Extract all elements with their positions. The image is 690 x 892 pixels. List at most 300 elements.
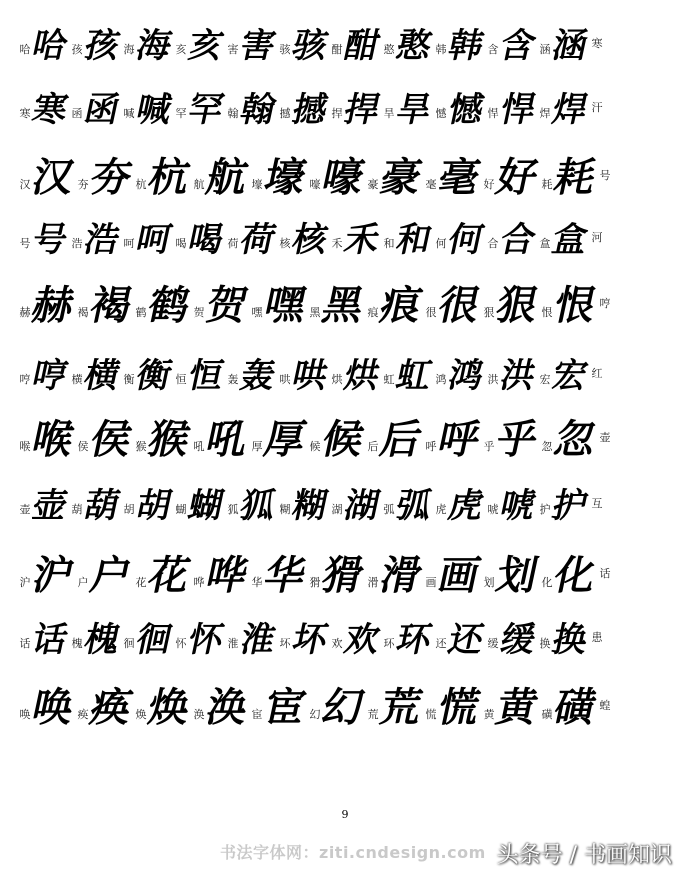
cursive-character: 禾 [340, 220, 384, 260]
cursive-character: 合 [496, 220, 540, 260]
standard-character: 环 [383, 637, 395, 650]
standard-character: 湖 [331, 503, 343, 516]
character-row [18, 680, 678, 736]
standard-character: 喉 [19, 440, 31, 453]
standard-character: 话 [19, 637, 31, 650]
character-pair [382, 220, 436, 260]
cursive-character: 翰 [236, 90, 280, 130]
character-pair [278, 620, 332, 660]
character-pair [434, 486, 488, 526]
cursive-character: 蝴 [184, 486, 228, 526]
character-row [18, 412, 678, 468]
cursive-character: 葫 [80, 486, 124, 526]
standard-character: 磺 [541, 708, 553, 721]
character-row [18, 82, 678, 138]
standard-character: 号 [599, 169, 611, 182]
cursive-character: 嘿 [260, 282, 311, 329]
standard-character: 后 [367, 440, 379, 453]
character-pair [122, 26, 176, 66]
character-pair [192, 282, 253, 329]
cursive-character: 画 [434, 552, 485, 599]
character-pair [486, 220, 540, 260]
standard-character: 沪 [19, 576, 31, 589]
character-pair [226, 220, 280, 260]
standard-character: 涣 [193, 708, 205, 721]
character-pair [18, 26, 72, 66]
standard-character: 唤 [19, 708, 31, 721]
cursive-character: 豪 [376, 154, 427, 201]
character-pair [134, 552, 195, 599]
character-pair [424, 552, 485, 599]
character-pair [122, 90, 176, 130]
cursive-character: 盒 [548, 220, 592, 260]
cursive-character: 衡 [132, 356, 176, 396]
cursive-character: 害 [236, 26, 280, 66]
footer-watermarks [0, 838, 690, 868]
character-pair [192, 552, 253, 599]
character-pair [18, 552, 79, 599]
standard-character: 夯 [77, 178, 89, 191]
character-pair [434, 620, 488, 660]
standard-character: 孩 [71, 43, 83, 56]
character-pair [70, 90, 124, 130]
character-pair [308, 684, 369, 731]
cursive-character: 沪 [28, 552, 79, 599]
character-pair [174, 220, 228, 260]
cursive-character: 横 [80, 356, 124, 396]
character-pair [482, 416, 543, 463]
standard-character: 撼 [279, 107, 291, 120]
standard-character: 合 [487, 237, 499, 250]
cursive-character: 黑 [318, 282, 369, 329]
standard-character: 喝 [175, 237, 187, 250]
cursive-character: 汉 [28, 154, 79, 201]
cursive-character: 哗 [202, 552, 253, 599]
character-pair [382, 356, 436, 396]
cursive-character: 韩 [444, 26, 488, 66]
cursive-character: 虎 [444, 486, 488, 526]
character-pair [538, 620, 592, 660]
standard-character: 候 [309, 440, 321, 453]
cursive-character: 狐 [236, 486, 280, 526]
character-pair [330, 90, 384, 130]
cursive-character: 换 [548, 620, 592, 660]
character-pair [538, 486, 592, 526]
cursive-character: 猾 [318, 552, 369, 599]
standard-character: 烘 [331, 373, 343, 386]
character-pair [122, 356, 176, 396]
character-pair [486, 620, 540, 660]
character-pair [76, 416, 137, 463]
standard-character: 护 [539, 503, 551, 516]
cursive-character: 夯 [86, 154, 137, 201]
standard-character: 喊 [123, 107, 135, 120]
standard-character: 韩 [435, 43, 447, 56]
standard-character: 哄 [279, 373, 291, 386]
standard-character: 幻 [309, 708, 321, 721]
character-pair [330, 26, 384, 66]
cursive-character: 骇 [288, 26, 332, 66]
cursive-character: 和 [392, 220, 436, 260]
standard-character: 酣 [331, 43, 343, 56]
cursive-character: 焕 [144, 684, 195, 731]
character-pair [540, 416, 601, 463]
character-pair [486, 486, 540, 526]
cursive-character: 弧 [392, 486, 436, 526]
standard-character: 哼 [599, 297, 611, 310]
standard-character: 恒 [175, 373, 187, 386]
cursive-character: 喉 [28, 416, 79, 463]
standard-character: 欢 [331, 637, 343, 650]
character-pair [18, 356, 72, 396]
standard-character: 横 [71, 373, 83, 386]
character-pair [192, 154, 253, 201]
standard-character: 河 [591, 231, 603, 244]
standard-character: 旱 [383, 107, 395, 120]
character-pair [70, 620, 124, 660]
character-pair [330, 620, 384, 660]
standard-character: 函 [71, 107, 83, 120]
cursive-character: 侯 [86, 416, 137, 463]
character-pair [134, 154, 195, 201]
character-row [18, 348, 678, 404]
cursive-character: 哄 [288, 356, 332, 396]
character-pair [18, 684, 79, 731]
standard-character: 憨 [383, 43, 395, 56]
character-pair [308, 552, 369, 599]
standard-character: 悍 [487, 107, 499, 120]
cursive-character: 乎 [492, 416, 543, 463]
standard-character: 患 [591, 631, 603, 644]
cursive-character: 徊 [132, 620, 176, 660]
standard-character: 缓 [487, 637, 499, 650]
character-pair [76, 282, 137, 329]
standard-character: 憾 [435, 107, 447, 120]
cursive-character: 哈 [28, 26, 72, 66]
cursive-character: 候 [318, 416, 369, 463]
standard-character: 嚎 [309, 178, 321, 191]
cursive-character: 荷 [236, 220, 280, 260]
cursive-character: 缓 [496, 620, 540, 660]
standard-character: 狠 [483, 306, 495, 319]
character-pair [192, 416, 253, 463]
character-pair [70, 26, 124, 66]
character-pair [226, 486, 280, 526]
character-pair [424, 684, 485, 731]
character-pair [382, 486, 436, 526]
standard-character: 坏 [279, 637, 291, 650]
standard-character: 汗 [591, 101, 603, 114]
standard-character: 呵 [123, 237, 135, 250]
standard-character: 汉 [19, 178, 31, 191]
cursive-character: 恨 [550, 282, 601, 329]
character-pair [70, 220, 124, 260]
standard-character: 哗 [193, 576, 205, 589]
cursive-character: 酣 [340, 26, 384, 66]
standard-character: 鸿 [435, 373, 447, 386]
character-pair [250, 282, 311, 329]
character-pair [18, 486, 72, 526]
character-pair [18, 90, 72, 130]
standard-character: 含 [487, 43, 499, 56]
character-pair [18, 220, 72, 260]
character-pair [226, 26, 280, 66]
character-pair [174, 486, 228, 526]
standard-character: 胡 [123, 503, 135, 516]
standard-character: 痕 [367, 306, 379, 319]
standard-character: 轰 [227, 373, 239, 386]
standard-character: 罕 [175, 107, 187, 120]
standard-character: 耗 [541, 178, 553, 191]
standard-character: 很 [425, 306, 437, 319]
standard-character: 还 [435, 637, 447, 650]
cursive-character: 鹤 [144, 282, 195, 329]
character-pair [330, 220, 384, 260]
page-number: 9 [341, 808, 349, 821]
standard-character: 黄 [483, 708, 495, 721]
cursive-character: 宦 [260, 684, 311, 731]
cursive-character: 烘 [340, 356, 384, 396]
cursive-character: 猴 [144, 416, 195, 463]
cursive-character: 何 [444, 220, 488, 260]
character-pair [250, 552, 311, 599]
cursive-character: 耗 [550, 154, 601, 201]
cursive-character: 唤 [28, 684, 79, 731]
standard-character: 厚 [251, 440, 263, 453]
standard-character: 鹤 [135, 306, 147, 319]
standard-character: 糊 [279, 503, 291, 516]
cursive-character: 湖 [340, 486, 384, 526]
character-pair [226, 356, 280, 396]
standard-character: 寒 [591, 37, 603, 50]
standard-character: 害 [227, 43, 239, 56]
character-pair [308, 154, 369, 201]
standard-character: 嘿 [251, 306, 263, 319]
cursive-character: 虹 [392, 356, 436, 396]
standard-character: 海 [123, 43, 135, 56]
standard-character: 壶 [19, 503, 31, 516]
character-pair [134, 416, 195, 463]
cursive-character: 海 [132, 26, 176, 66]
standard-character: 化 [541, 576, 553, 589]
character-pair [192, 684, 253, 731]
cursive-character: 欢 [340, 620, 384, 660]
character-pair [366, 154, 427, 201]
character-pair [482, 154, 543, 201]
standard-character: 慌 [425, 708, 437, 721]
cursive-character: 憨 [392, 26, 436, 66]
character-pair [76, 684, 137, 731]
standard-character: 航 [193, 178, 205, 191]
cursive-character: 呵 [132, 220, 176, 260]
character-pair [18, 416, 79, 463]
character-pair [434, 356, 488, 396]
character-pair [486, 90, 540, 130]
character-row [18, 548, 678, 604]
cursive-character: 痪 [86, 684, 137, 731]
standard-character: 壕 [251, 178, 263, 191]
cursive-character: 核 [288, 220, 332, 260]
standard-character: 乎 [483, 440, 495, 453]
character-pair [538, 356, 592, 396]
character-pair [330, 356, 384, 396]
character-pair [174, 26, 228, 66]
cursive-character: 含 [496, 26, 540, 66]
standard-character: 蝴 [175, 503, 187, 516]
cursive-character: 轰 [236, 356, 280, 396]
standard-character: 吼 [193, 440, 205, 453]
character-pair [122, 486, 176, 526]
character-pair [278, 90, 332, 130]
cursive-character: 唬 [496, 486, 540, 526]
cursive-character: 宏 [548, 356, 592, 396]
cursive-character: 很 [434, 282, 485, 329]
cursive-character: 焊 [548, 90, 592, 130]
standard-character: 划 [483, 576, 495, 589]
standard-character: 猴 [135, 440, 147, 453]
character-pair [382, 620, 436, 660]
character-pair [434, 26, 488, 66]
cursive-character: 孩 [80, 26, 124, 66]
standard-character: 寒 [19, 107, 31, 120]
cursive-character: 壕 [260, 154, 311, 201]
character-pair [76, 552, 137, 599]
cursive-character: 幻 [318, 684, 369, 731]
cursive-character: 罕 [184, 90, 228, 130]
character-pair [134, 684, 195, 731]
standard-character: 荷 [227, 237, 239, 250]
character-pair [278, 486, 332, 526]
cursive-character: 呼 [434, 416, 485, 463]
standard-character: 忽 [541, 440, 553, 453]
character-pair [122, 620, 176, 660]
character-pair [174, 356, 228, 396]
cursive-character: 赫 [28, 282, 79, 329]
cursive-character: 环 [392, 620, 436, 660]
standard-character: 号 [19, 237, 31, 250]
standard-character: 弧 [383, 503, 395, 516]
character-row [18, 278, 678, 334]
cursive-character: 胡 [132, 486, 176, 526]
cursive-character: 撼 [288, 90, 332, 130]
character-pair [330, 486, 384, 526]
standard-character: 徊 [123, 637, 135, 650]
standard-character: 黑 [309, 306, 321, 319]
character-pair [226, 620, 280, 660]
cursive-character: 怀 [184, 620, 228, 660]
standard-character: 毫 [425, 178, 437, 191]
cursive-character: 鸿 [444, 356, 488, 396]
cursive-character: 悍 [496, 90, 540, 130]
character-pair [250, 684, 311, 731]
character-row [18, 150, 678, 206]
cursive-character: 号 [28, 220, 72, 260]
cursive-character: 坏 [288, 620, 332, 660]
standard-character: 翰 [227, 107, 239, 120]
standard-character: 焊 [539, 107, 551, 120]
cursive-character: 护 [548, 486, 592, 526]
standard-character: 捍 [331, 107, 343, 120]
standard-character: 涵 [539, 43, 551, 56]
standard-character: 花 [135, 576, 147, 589]
standard-character: 核 [279, 237, 291, 250]
cursive-character: 磺 [550, 684, 601, 731]
character-pair [366, 684, 427, 731]
standard-character: 痪 [77, 708, 89, 721]
standard-character: 宏 [539, 373, 551, 386]
standard-character: 呼 [425, 440, 437, 453]
character-pair [482, 282, 543, 329]
character-pair [250, 154, 311, 201]
standard-character: 唬 [487, 503, 499, 516]
standard-character: 淮 [227, 637, 239, 650]
standard-character: 猾 [309, 576, 321, 589]
cursive-character: 化 [550, 552, 601, 599]
character-pair [134, 282, 195, 329]
cursive-character: 洪 [496, 356, 540, 396]
standard-character: 好 [483, 178, 495, 191]
standard-character: 洪 [487, 373, 499, 386]
character-pair [226, 90, 280, 130]
standard-character: 红 [591, 367, 603, 380]
character-pair [278, 356, 332, 396]
cursive-character: 寒 [28, 90, 72, 130]
character-pair [538, 26, 592, 66]
character-pair [424, 282, 485, 329]
cursive-character: 花 [144, 552, 195, 599]
character-pair [366, 552, 427, 599]
standard-character: 恨 [541, 306, 553, 319]
character-pair [308, 282, 369, 329]
character-pair [70, 356, 124, 396]
cursive-character: 黄 [492, 684, 543, 731]
standard-character: 荒 [367, 708, 379, 721]
standard-character: 虎 [435, 503, 447, 516]
site-watermark: 书法字体网：ziti.cndesign.com [220, 843, 486, 862]
character-pair [540, 154, 601, 201]
character-pair [482, 552, 543, 599]
cursive-character: 恒 [184, 356, 228, 396]
character-pair [18, 154, 79, 201]
standard-character: 侯 [77, 440, 89, 453]
standard-character: 换 [539, 637, 551, 650]
cursive-character: 淮 [236, 620, 280, 660]
character-pair [70, 486, 124, 526]
cursive-character: 话 [28, 620, 72, 660]
standard-character: 葫 [71, 503, 83, 516]
character-pair [278, 26, 332, 66]
standard-character: 赫 [19, 306, 31, 319]
character-pair [486, 356, 540, 396]
character-row [18, 18, 678, 74]
standard-character: 怀 [175, 637, 187, 650]
standard-character: 骇 [279, 43, 291, 56]
character-pair [540, 684, 601, 731]
character-pair [278, 220, 332, 260]
standard-character: 壶 [599, 431, 611, 444]
cursive-character: 糊 [288, 486, 332, 526]
cursive-character: 旱 [392, 90, 436, 130]
cursive-character: 喝 [184, 220, 228, 260]
character-pair [486, 26, 540, 66]
cursive-character: 还 [444, 620, 488, 660]
character-pair [540, 282, 601, 329]
cursive-character: 慌 [434, 684, 485, 731]
character-pair [540, 552, 601, 599]
cursive-character: 划 [492, 552, 543, 599]
cursive-character: 好 [492, 154, 543, 201]
standard-character: 虹 [383, 373, 395, 386]
